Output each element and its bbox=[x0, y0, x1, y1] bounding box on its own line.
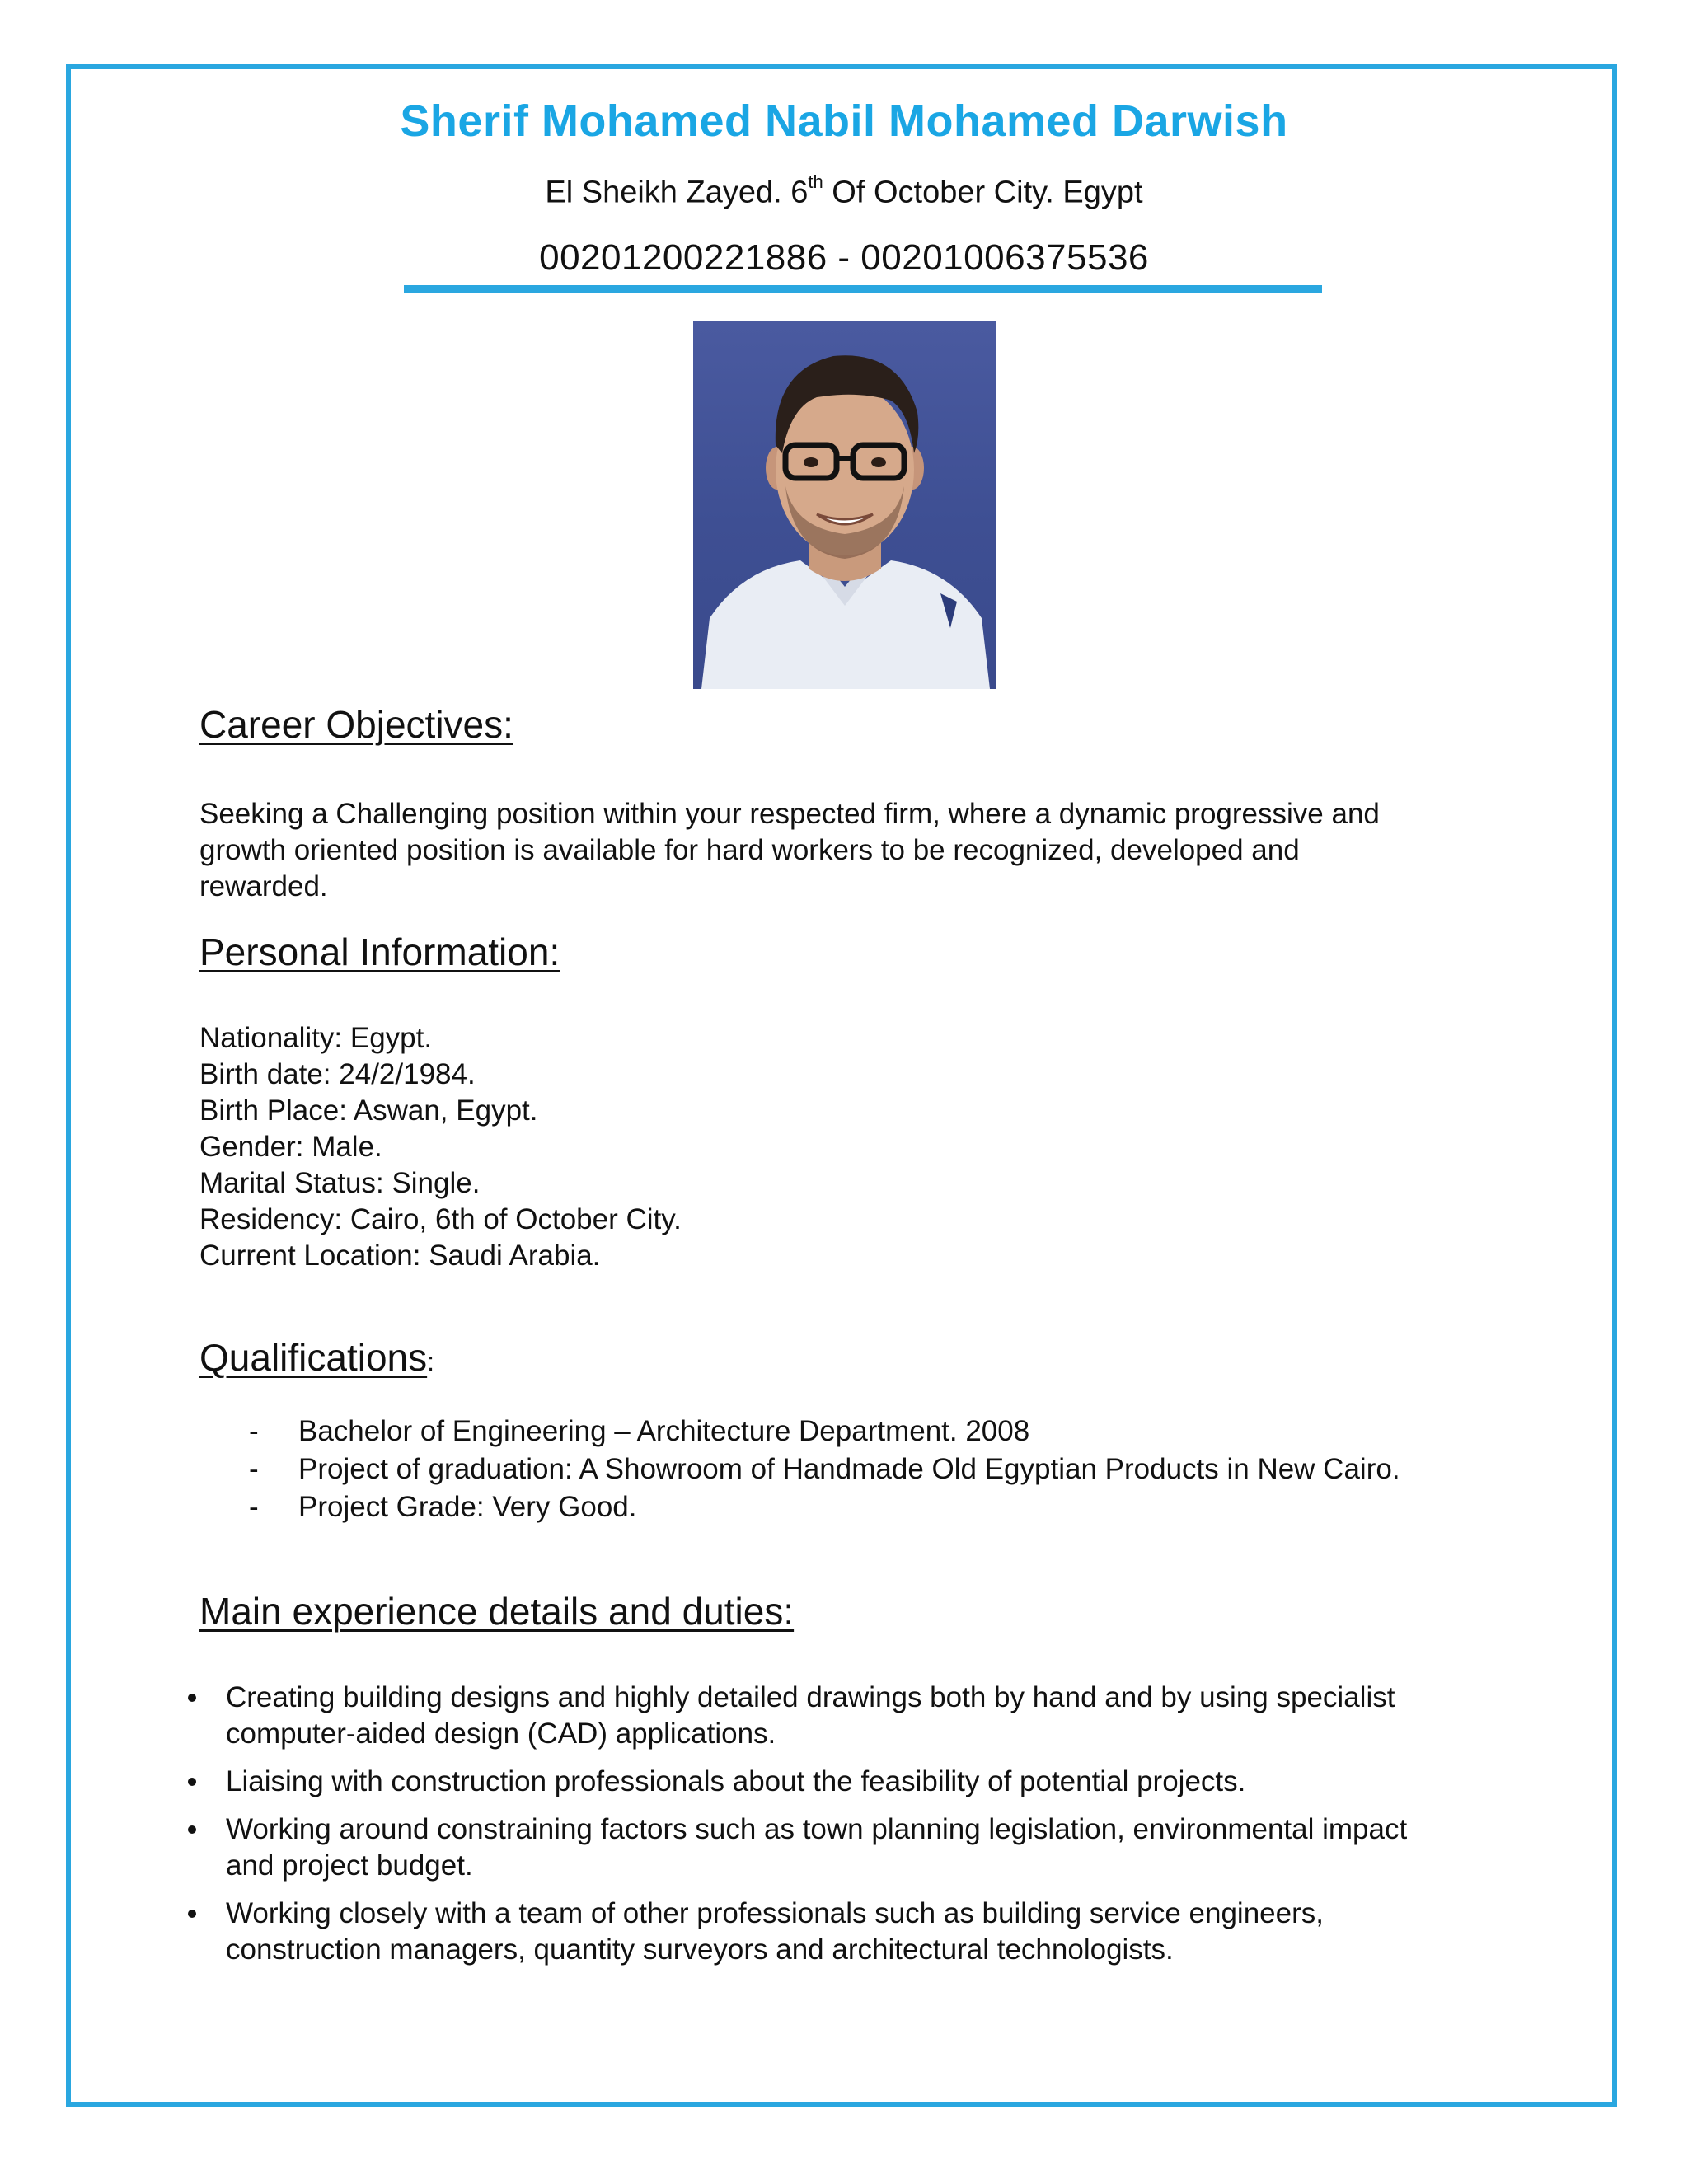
experience-list-wrap bbox=[188, 1680, 1449, 1980]
duty-text: Creating building designs and highly detailed drawings both by hand and by using specialist computer-aided design (CAD) applications. bbox=[226, 1681, 1395, 1750]
residency: Residency: Cairo, 6th of October City. bbox=[199, 1203, 682, 1235]
qualification-text: Project Grade: Very Good. bbox=[298, 1491, 637, 1523]
personal-information-list bbox=[199, 1020, 1436, 1274]
bullet-icon bbox=[188, 1778, 196, 1786]
bullet-icon bbox=[188, 1910, 196, 1918]
duty-text: Working around constraining factors such as town planning legislation, environmental impact and project budget. bbox=[226, 1813, 1408, 1882]
qualifications-section bbox=[199, 1335, 1436, 1380]
list-item bbox=[188, 1896, 1449, 1968]
nationality: Nationality: Egypt. bbox=[199, 1022, 433, 1054]
current-location: Current Location: Saudi Arabia. bbox=[199, 1240, 601, 1272]
experience-heading: Main experience details and duties: bbox=[199, 1590, 795, 1633]
portrait-illustration bbox=[693, 321, 996, 689]
candidate-name: Sherif Mohamed Nabil Mohamed Darwish bbox=[400, 96, 1288, 146]
address-superscript: th bbox=[808, 171, 823, 192]
list-item bbox=[188, 1811, 1449, 1884]
birth-date: Birth date: 24/2/1984. bbox=[199, 1058, 476, 1090]
profile-photo bbox=[693, 321, 996, 689]
list-item bbox=[199, 1451, 1452, 1488]
phone-numbers: 00201200221886 - 00201006375536 bbox=[539, 237, 1149, 278]
career-objectives-section bbox=[199, 702, 1436, 747]
bullet-icon bbox=[188, 1825, 196, 1834]
dash-marker: - bbox=[249, 1415, 259, 1447]
list-item bbox=[199, 1413, 1452, 1451]
bullet-icon bbox=[188, 1694, 196, 1702]
duty-text: Working closely with a team of other professionals such as building service engineers, construction managers, quantity surveyors and architectural technologists. bbox=[226, 1897, 1324, 1966]
experience-list bbox=[188, 1680, 1449, 1968]
qualifications-list-wrap bbox=[199, 1413, 1452, 1526]
duty-text: Liaising with construction professionals about the feasibility of potential projects. bbox=[226, 1765, 1246, 1797]
personal-information-heading: Personal Information: bbox=[199, 930, 560, 973]
list-item bbox=[199, 1488, 1452, 1526]
personal-information-section bbox=[199, 930, 1436, 974]
dash-marker: - bbox=[249, 1453, 259, 1485]
gender: Gender: Male. bbox=[199, 1131, 382, 1163]
marital-status: Marital Status: Single. bbox=[199, 1167, 481, 1199]
address-part-1: El Sheikh Zayed. 6 bbox=[545, 175, 809, 210]
qualification-text: Project of graduation: A Showroom of Handmade Old Egyptian Products in New Cairo. bbox=[298, 1453, 1400, 1485]
qualifications-heading-colon: : bbox=[427, 1347, 435, 1376]
address-part-2: Of October City. Egypt bbox=[823, 175, 1143, 210]
birth-place: Birth Place: Aswan, Egypt. bbox=[199, 1094, 538, 1127]
qualifications-heading-text: Qualifications bbox=[199, 1336, 428, 1379]
list-item bbox=[188, 1764, 1449, 1800]
experience-section bbox=[199, 1589, 1436, 1633]
list-item bbox=[188, 1680, 1449, 1752]
career-objectives-text: Seeking a Challenging position within your respected firm, where a dynamic progressive and growth oriented position is available for hard workers to be recognized, developed and rewarded. bbox=[199, 798, 1380, 902]
dash-marker: - bbox=[249, 1491, 259, 1523]
qualifications-heading bbox=[199, 1335, 1436, 1380]
header-divider bbox=[404, 285, 1322, 293]
career-objectives-heading: Career Objectives: bbox=[199, 703, 513, 746]
address bbox=[0, 171, 1688, 211]
qualifications-list bbox=[199, 1413, 1452, 1526]
qualification-text: Bachelor of Engineering – Architecture Department. 2008 bbox=[298, 1415, 1030, 1447]
